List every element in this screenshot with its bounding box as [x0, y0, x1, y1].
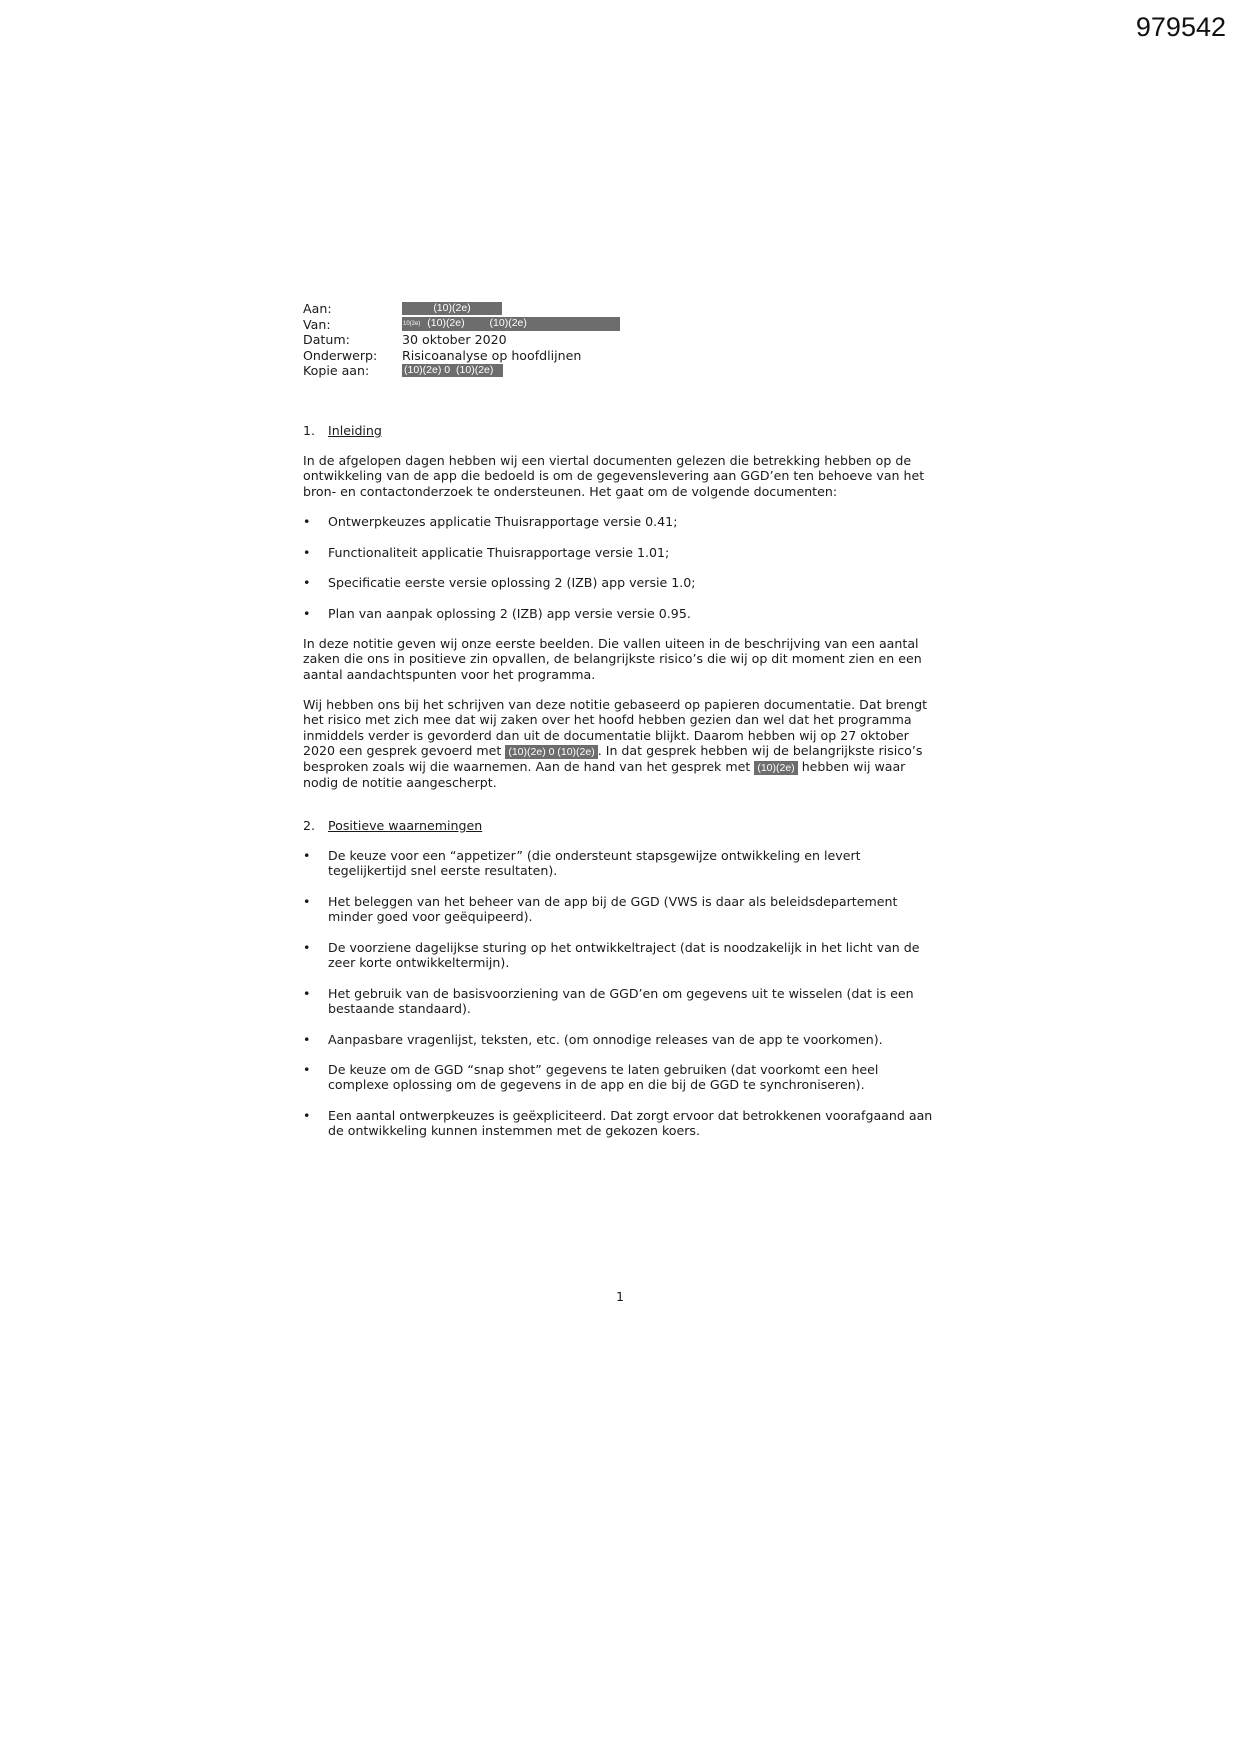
list-item-text	[328, 1108, 932, 1139]
text-line: de ontwikkeling kunnen instemmen met de gekozen koers.	[328, 1123, 700, 1139]
text-line	[303, 743, 943, 759]
section-number: 1.	[303, 423, 316, 438]
bullet-icon: •	[303, 940, 311, 955]
redaction-block: (10)(2e)	[754, 761, 797, 775]
onderwerp-label: Onderwerp:	[303, 347, 378, 363]
list-item-text	[328, 940, 920, 971]
redaction-code: (10)(2e)	[427, 317, 465, 330]
bullet-icon: •	[303, 545, 311, 560]
text-line: Een aantal ontwerpkeuzes is geëxpliciteerd. Dat zorgt ervoor dat betrokkenen voorafgaand aan	[328, 1108, 933, 1123]
text-line: bestaande standaard).	[328, 1001, 471, 1017]
bullet-icon: •	[303, 1032, 311, 1047]
redaction-code: 10(2e)	[403, 321, 421, 328]
list-item-text: Specificatie eerste versie oplossing 2 (IZB) app versie 1.0;	[328, 575, 696, 590]
section-number: 2.	[303, 818, 316, 833]
header-row-van	[303, 317, 620, 333]
list-item-text: Plan van aanpak oplossing 2 (IZB) app versie versie 0.95.	[328, 606, 691, 621]
intro-paragraph	[303, 453, 943, 499]
list-item-text	[328, 848, 861, 879]
header-row-kopie	[303, 363, 620, 379]
header-row-aan	[303, 301, 620, 317]
list-item-text: Functionaliteit applicatie Thuisrapportage versie 1.01;	[328, 545, 670, 560]
text-line: complexe oplossing om de gegevens in de app en die bij de GGD te synchroniseren).	[328, 1077, 865, 1093]
redaction-code: (10)(2e)	[456, 364, 494, 377]
van-label: Van:	[303, 316, 331, 332]
paragraph-documentatie	[303, 697, 943, 791]
text-line: Het gebruik van de basisvoorziening van de GGD’en om gegevens uit te wisselen (dat is een	[328, 986, 914, 1001]
line-text: besproken zoals wij die waarnemen. Aan de hand van het gesprek met	[303, 759, 755, 775]
text-line: zaken die ons in positieve zin opvallen, de belangrijkste risico’s die wij op dit moment zien en een	[303, 651, 922, 667]
section-heading-inleiding	[303, 423, 382, 438]
bullet-icon: •	[303, 1108, 311, 1123]
aan-label: Aan:	[303, 301, 332, 316]
text-line: tegelijkertijd snel eerste resultaten).	[328, 863, 558, 879]
line-text: hebben wij waar	[797, 759, 906, 775]
bullet-icon: •	[303, 986, 311, 1001]
text-line: Wij hebben ons bij het schrijven van deze notitie gebaseerd op papieren documentatie. Dat brengt	[303, 697, 928, 712]
section-heading-positieve-waarnemingen	[303, 818, 482, 833]
bullet-icon: •	[303, 514, 311, 529]
list-item-text	[328, 894, 897, 925]
redaction-code: (10)(2e)	[489, 317, 527, 330]
text-line: minder goed voor geëquipeerd).	[328, 909, 533, 925]
header-row-datum	[303, 332, 620, 348]
section-title: Inleiding	[328, 423, 382, 438]
redaction-block: (10)(2e) 0 (10)(2e)	[505, 745, 597, 759]
datum-label: Datum:	[303, 332, 350, 347]
datum-value: 30 oktober 2020	[402, 332, 507, 347]
section-title: Positieve waarnemingen	[328, 818, 483, 833]
text-line: In de afgelopen dagen hebben wij een viertal documenten gelezen die betrekking hebben op de	[303, 453, 912, 468]
redaction-code: 0	[444, 364, 451, 377]
page-number: 1	[615, 1289, 624, 1304]
text-line: bron- en contactonderzoek te ondersteunen. Het gaat om de volgende documenten:	[303, 483, 838, 499]
paragraph-notitie	[303, 636, 943, 682]
list-item-text	[328, 1032, 883, 1047]
redaction-block	[402, 364, 503, 377]
redaction-code: (10)(2e)	[433, 302, 471, 315]
text-line: het risico met zich mee dat wij zaken over het hoofd hebben gezien dan wel dat het programma	[303, 712, 912, 728]
document-number: 979542	[1135, 12, 1226, 42]
text-line: aantal aandachtspunten voor het programma.	[303, 666, 596, 682]
list-item-text	[328, 1062, 878, 1093]
text-line: inmiddels verder is gevorderd dan uit de documentatie blijkt. Daarom hebben wij op 27 oktober	[303, 727, 909, 743]
bullet-icon: •	[303, 606, 311, 621]
text-line: De keuze om de GGD “snap shot” gegevens te laten gebruiken (dat voorkomt een heel	[328, 1062, 879, 1077]
bullet-icon: •	[303, 575, 311, 590]
text-line: Het beleggen van het beheer van de app bij de GGD (VWS is daar als beleidsdepartement	[328, 894, 898, 909]
text-line	[303, 759, 943, 775]
line-text: 2020 een gesprek gevoerd met	[303, 743, 506, 759]
text-line: Aanpasbare vragenlijst, teksten, etc. (om onnodige releases van de app te voorkomen).	[328, 1032, 883, 1047]
bullet-icon: •	[303, 848, 311, 863]
header-row-onderwerp	[303, 348, 620, 364]
text-line: zeer korte ontwikkeltermijn).	[328, 955, 510, 971]
text-line: nodig de notitie aangescherpt.	[303, 775, 497, 791]
text-line: In deze notitie geven wij onze eerste beelden. Die vallen uiteen in de beschrijving van een aantal	[303, 636, 919, 651]
bullet-icon: •	[303, 1062, 311, 1077]
text-line: De voorziene dagelijkse sturing op het ontwikkeltraject (dat is noodzakelijk in het licht van de	[328, 940, 920, 955]
onderwerp-value: Risicoanalyse op hoofdlijnen	[402, 347, 582, 363]
list-item-text	[328, 986, 914, 1017]
text-line: ontwikkeling van de app die bedoeld is om de gegevenslevering aan GGD’en ten behoeve van het	[303, 468, 925, 484]
redaction-code: (10)(2e)	[404, 364, 442, 377]
list-item-text: Ontwerpkeuzes applicatie Thuisrapportage versie 0.41;	[328, 514, 678, 529]
kopie-label: Kopie aan:	[303, 363, 370, 378]
line-text: . In dat gesprek hebben wij de belangrijkste risico’s	[597, 743, 923, 759]
memo-header	[303, 301, 620, 379]
redaction-block	[402, 317, 620, 331]
text-line: De keuze voor een “appetizer” (die ondersteunt stapsgewijze ontwikkeling en levert	[328, 848, 861, 863]
bullet-icon: •	[303, 894, 311, 909]
redaction-block	[402, 302, 502, 315]
